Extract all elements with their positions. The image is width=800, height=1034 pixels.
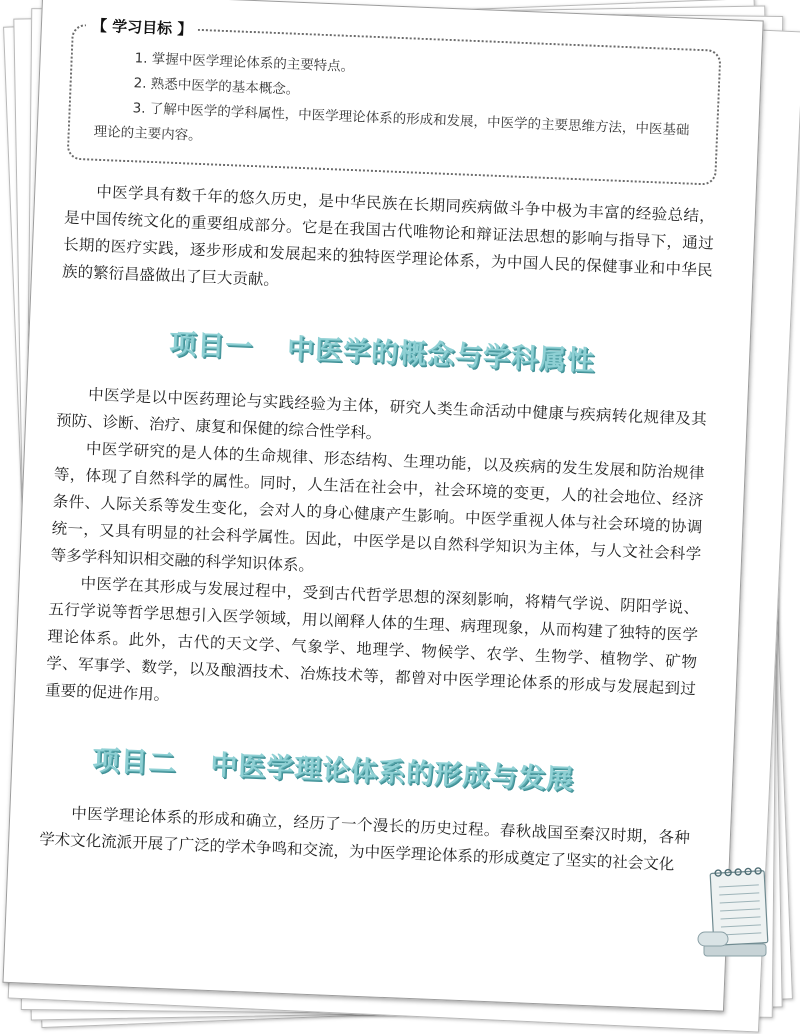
body-paragraph: 中医学研究的是人体的生命规律、形态结构、生理功能，以及疾病的发生发展和防治规律等，体现了自然科学的属性。同时，人生活在社会中，社会环境的变更，人的社会地位、经济条件、人际关系等发生变化，会对人的身心健康产生影响。中医学重视人体与社会环境的协调统一，又具有明显的社会科学属性。因此，中医学是以自然科学知识为主体，与人文社会科学等多学科知识相交融的科学知识体系。 — [50, 439, 705, 575]
objective-item: 1. 掌握中医学理论体系的主要特点。 — [134, 50, 355, 76]
body-paragraph: 中医学是以中医药理论与实践经验为主体，研究人类生命活动中健康与疾病转化规律及其预防、诊断、治疗、康复和保健的综合性学科。 — [55, 385, 708, 443]
learning-objectives-title: 【 学习目标 】 — [86, 14, 199, 39]
objective-item: 3. 了解中医学的学科属性，中医学理论体系的形成和发展，中医学的主要思维方法，中医基础理论的主要内容。 — [93, 100, 690, 145]
section-heading-2 — [92, 738, 693, 801]
page-content — [38, 16, 722, 879]
section-title: 中医学的概念与学科属性 — [286, 333, 596, 377]
body-paragraph: 中医学在其形成与发展过程中，受到古代哲学思想的深刻影响，将精气学说、阴阳学说、五行学说等哲学思想引入医学领域，用以阐释人体的生理、病理现象，从而构建了独特的医学理论体系。此外，古代的天文学、气象学、地理学、物候学、农学、生物学、植物学、矿物学、军事学、数学，以及酿酒技术、冶炼技术等，都曾对中医学理论体系的形成与发展起到过重要的促进作用。 — [44, 574, 700, 705]
textbook-page — [2, 0, 763, 1012]
notebook-icon — [694, 862, 778, 958]
section-title: 中医学理论体系的形成与发展 — [209, 749, 575, 796]
body-paragraph: 中医学理论体系的形成和确立，经历了一个漫长的历史过程。春秋战国至秦汉时期，各种学术文化流派开展了广泛的学术争鸣和交流，为中医学理论体系的形成奠定了坚实的社会文化 — [38, 804, 691, 874]
section-heading-1 — [169, 322, 710, 383]
learning-objectives-box — [67, 16, 722, 186]
section-number: 项目一 — [168, 328, 254, 364]
objective-item: 2. 熟悉中医学的基本概念。 — [133, 75, 300, 98]
section-number: 项目二 — [91, 745, 178, 780]
intro-paragraph: 中医学具有数千年的悠久历史，是中华民族在长期同疾病做斗争中极为丰富的经验总结，是中国传统文化的重要组成部分。它是在我国古代唯物论和辩证法思想的影响与指导下，通过长期的医疗实践，逐步形成和发展起来的独特医学理论体系，为中国人民的保健事业和中华民族的繁衍昌盛做出了巨大贡献。 — [61, 182, 716, 290]
